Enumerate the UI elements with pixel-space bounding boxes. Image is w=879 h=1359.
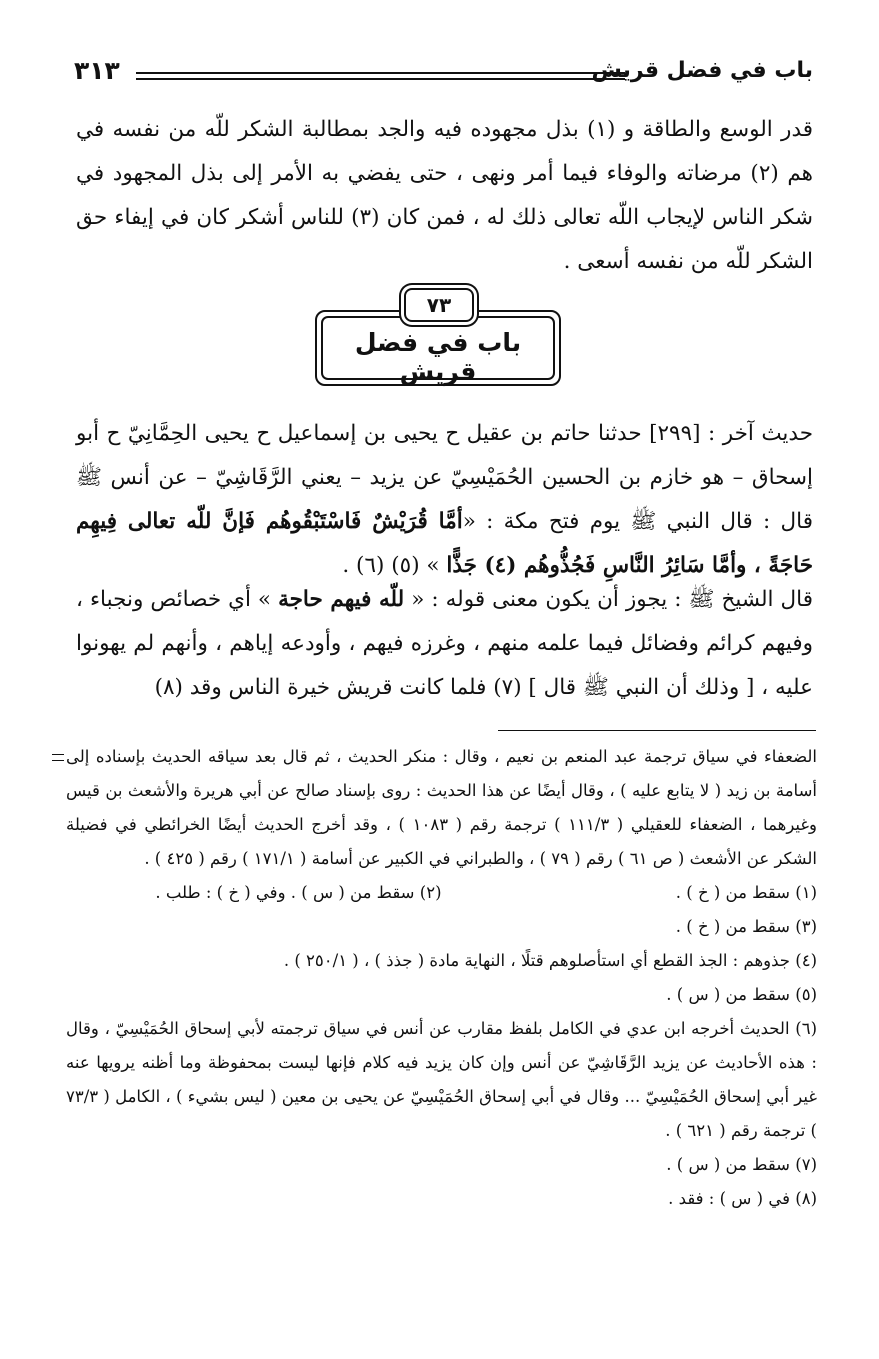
footnote-4: (٤) جذوهم : الجذ القطع أي استأصلوهم قتلًا ، النهاية مادة ( جذذ ) ، ( ٢٥٠/١ ) . xyxy=(283,951,817,970)
hadith-matn: أمَّا قُرَيْشٌ فَاسْتَبْقُوهُم فَإنَّ للّه تعالى فِيهِم حَاجَةً ، وأمَّا سَائِرُ النَّاسِ فَجُذُّوهُم (٤) جَذًّا xyxy=(76,509,813,578)
commentary-lead: قال الشيخ ﷺ : يجوز أن يكون معنى قوله : « xyxy=(411,587,813,612)
footnote-2: (٢) سقط من ( س ) . وفي ( خ ) : طلب . xyxy=(155,883,442,902)
commentary-text xyxy=(76,578,813,710)
footnote-7: (٧) سقط من ( س ) . xyxy=(666,1155,817,1174)
hadith-isnad: حديث آخر : [٢٩٩] حدثنا حاتم بن عقيل ح يحيى بن إسماعيل ح يحيى الحِمَّانِيّ ح أبو إسحاق – هو خازم بن الحسين الحُمَيْسِيّ عن يزيد – يعني الرَّقَاشِيّ – عن أنس ﷺ قال : قال النبي ﷺ يوم فتح مكة : « xyxy=(76,421,813,534)
chapter-number: ٧٣ xyxy=(404,288,474,322)
footnote-1: (١) سقط من ( خ ) . xyxy=(675,883,817,902)
footnote-3: (٣) سقط من ( خ ) . xyxy=(675,917,817,936)
footnote-continuation: الضعفاء في سياق ترجمة عبد المنعم بن نعيم ، وقال : منكر الحديث ، ثم قال بعد سياقه الحديث بإسناده إلى أسامة بن زيد ( لا يتابع عليه ) ، وقال أيضًا عن هذا الحديث : روى بإسناد صالح عن أبي هريرة والأشعث بن قيس وغيرهما ، الضعفاء للعقيلي ( ١١١/٣ ) ترجمة رقم ( ١٠٨٣ ) ، وقد أخرج الحديث أيضًا الخرائطي في فضيلة الشكر عن الأشعث ( ص ٦١ ) رقم ( ٧٩ ) ، والطبراني في الكبير عن أسامة ( ١٧١/١ ) رقم ( ٤٢٥ ) . xyxy=(66,747,818,868)
commentary-paragraph xyxy=(76,578,813,710)
footnote-5: (٥) سقط من ( س ) . xyxy=(666,985,817,1004)
commentary-tail: » أي خصائص ونجباء ، وفيهم كرائم وفضائل فيما علمه منهم ، وغرزه فيهم ، وأودعه إياهم ، وأنهم لم يهونوا عليه ، [ وذلك أن النبي ﷺ قال ] (٧) فلما كانت قريش خيرة الناس وقد (٨) xyxy=(76,587,813,700)
header-rule xyxy=(136,72,625,80)
intro-paragraph xyxy=(76,108,813,284)
footnotes xyxy=(66,740,817,1216)
chapter-heading xyxy=(315,288,561,386)
footnote-separator xyxy=(498,730,816,731)
hadith-paragraph xyxy=(76,412,813,588)
page-number: ٣١٣ xyxy=(74,56,120,85)
continuation-mark xyxy=(52,754,64,761)
hadith-text xyxy=(76,412,813,588)
footnote-row xyxy=(66,876,817,910)
chapter-title: باب في فضل قريش xyxy=(354,328,522,386)
page-header xyxy=(74,58,813,94)
footnote-8: (٨) في ( س ) : فقد . xyxy=(668,1189,817,1208)
commentary-quote: للّه فيهم حاجة xyxy=(278,587,405,612)
intro-text: قدر الوسع والطاقة و (١) بذل مجهوده فيه والجد بمطالبة الشكر للّه من نفسه في هم (٢) مرضاته والوفاء فيما أمر ونهى ، حتى يفضي به الأمر إلى بذل المجهود في شكر الناس لإيجاب اللّه تعالى ذلك له ، فمن كان (٣) للناس أشكر كان في إيفاء حق الشكر للّه من نفسه أسعى . xyxy=(76,117,814,274)
footnote-6: (٦) الحديث أخرجه ابن عدي في الكامل بلفظ مقارب عن أنس في سياق ترجمته لأبي إسحاق الحُمَيْسِيّ ، وقال : هذه الأحاديث عن يزيد الرَّقَاشِيّ عن أنس وإن كان يزيد فيه كلام فإنها ليست بمحفوظة وما أظنه يرويها عنه غير أبي إسحاق الحُمَيْسِيّ ... وقال في أبي إسحاق الحُمَيْسِيّ عن يحيى بن معين ( ليس بشيء ) ، الكامل ( ٧٣/٣ ) ترجمة رقم ( ٦٢١ ) . xyxy=(66,1019,817,1140)
hadith-tail: » (٥) (٦) . xyxy=(342,553,440,578)
running-title: باب في فضل قريش xyxy=(591,58,813,83)
